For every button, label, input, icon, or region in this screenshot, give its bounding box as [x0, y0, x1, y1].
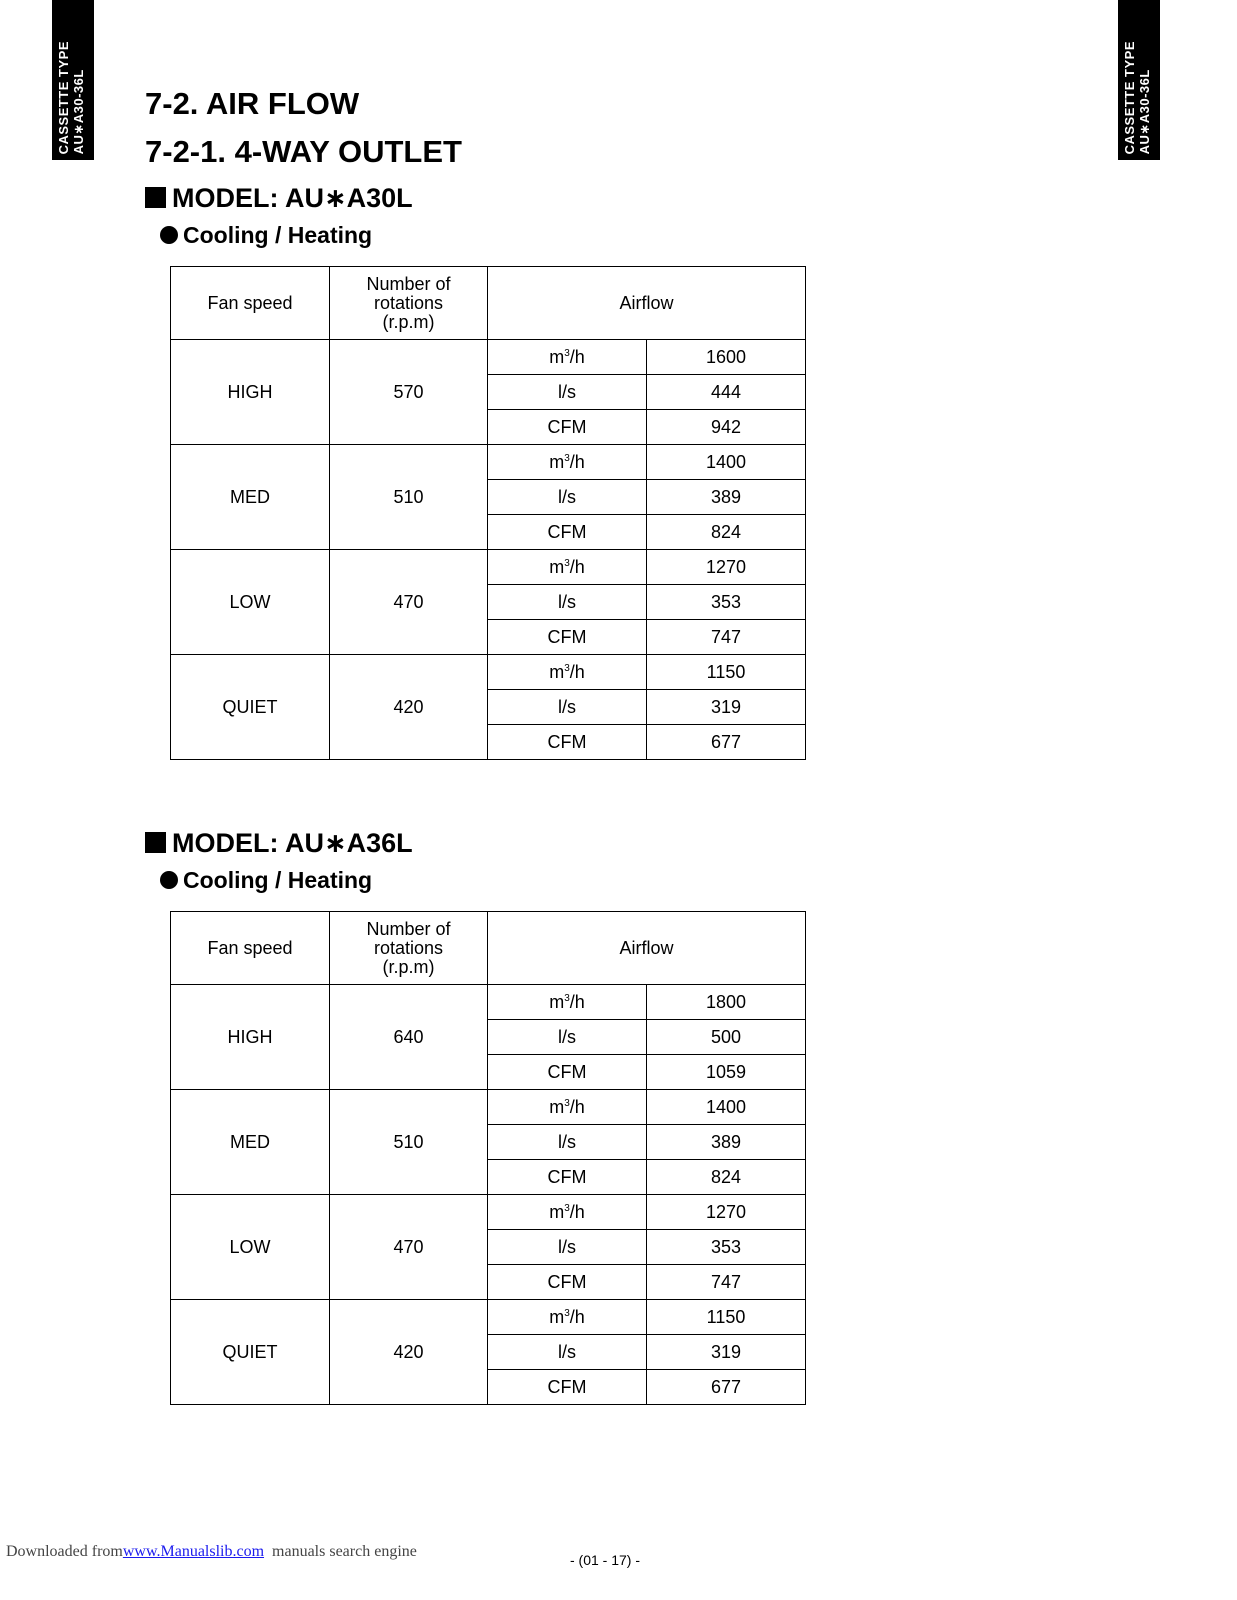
unit-cfm: CFM — [488, 1370, 647, 1405]
table-header-row — [171, 912, 806, 985]
unit-m3h-tail: /h — [569, 1096, 585, 1117]
unit-m3h-base: m — [549, 346, 565, 367]
unit-m3h-base: m — [549, 451, 565, 472]
unit-m3h-tail: /h — [569, 991, 585, 1012]
unit-m3h-tail: /h — [569, 346, 585, 367]
side-tab-line2: AU∗A30-36L — [1137, 68, 1152, 154]
header-rotations — [330, 912, 488, 985]
airflow-m3h-value: 1800 — [647, 985, 806, 1020]
unit-cfm: CFM — [488, 1160, 647, 1195]
square-bullet-icon — [145, 187, 166, 208]
unit-m3h-sup: 3 — [564, 992, 570, 1004]
unit-m3h-base: m — [549, 991, 565, 1012]
unit-m3h-base: m — [549, 556, 565, 577]
unit-m3h-tail: /h — [569, 556, 585, 577]
airflow-cfm-value: 824 — [647, 1160, 806, 1195]
airflow-cfm-value: 1059 — [647, 1055, 806, 1090]
unit-m3h-base: m — [549, 1201, 565, 1222]
unit-cfm: CFM — [488, 410, 647, 445]
airflow-ls-value: 389 — [647, 1125, 806, 1160]
header-rotations-line2: rotations — [373, 292, 444, 313]
unit-cfm: CFM — [488, 515, 647, 550]
fan-speed-cell: HIGH — [171, 340, 330, 445]
unit-ls: l/s — [488, 1125, 647, 1160]
unit-cfm: CFM — [488, 725, 647, 760]
airflow-ls-value: 319 — [647, 1335, 806, 1370]
unit-m3h-base: m — [549, 661, 565, 682]
unit-m3h-tail: /h — [569, 1306, 585, 1327]
airflow-table — [170, 911, 806, 1405]
unit-m3h — [488, 1195, 647, 1230]
subsection-title: 7-2-1. 4-WAY OUTLET — [145, 134, 462, 169]
table-row — [171, 1300, 806, 1335]
unit-cfm: CFM — [488, 1055, 647, 1090]
unit-m3h — [488, 445, 647, 480]
header-rotations-line1: Number of — [366, 918, 451, 939]
rpm-cell: 510 — [330, 1090, 488, 1195]
model-heading — [145, 183, 413, 214]
unit-cfm: CFM — [488, 620, 647, 655]
circle-bullet-icon — [160, 226, 178, 244]
unit-m3h-sup: 3 — [564, 662, 570, 674]
circle-bullet-icon — [160, 871, 178, 889]
unit-m3h — [488, 655, 647, 690]
side-tab-line2: AU∗A30-36L — [71, 68, 86, 154]
airflow-cfm-value: 747 — [647, 1265, 806, 1300]
airflow-ls-value: 500 — [647, 1020, 806, 1055]
table-row — [171, 655, 806, 690]
unit-m3h-base: m — [549, 1306, 565, 1327]
mode-heading — [160, 867, 372, 894]
side-tab-right — [1118, 0, 1160, 160]
unit-m3h — [488, 1090, 647, 1125]
airflow-ls-value: 319 — [647, 690, 806, 725]
unit-ls: l/s — [488, 585, 647, 620]
airflow-ls-value: 353 — [647, 585, 806, 620]
airflow-cfm-value: 677 — [647, 725, 806, 760]
unit-m3h-tail: /h — [569, 451, 585, 472]
footer-tail: manuals search engine — [272, 1543, 417, 1560]
rpm-cell: 470 — [330, 1195, 488, 1300]
airflow-cfm-value: 942 — [647, 410, 806, 445]
fan-speed-cell: MED — [171, 1090, 330, 1195]
mode-label: Cooling / Heating — [183, 867, 373, 893]
header-rotations-line2: rotations — [373, 937, 444, 958]
unit-m3h — [488, 985, 647, 1020]
airflow-m3h-value: 1400 — [647, 1090, 806, 1125]
unit-m3h — [488, 1300, 647, 1335]
rpm-cell: 470 — [330, 550, 488, 655]
model-label: MODEL: AU∗A36L — [172, 828, 413, 858]
airflow-table — [170, 266, 806, 760]
airflow-cfm-value: 824 — [647, 515, 806, 550]
section-title: 7-2. AIR FLOW — [145, 86, 360, 121]
unit-cfm: CFM — [488, 1265, 647, 1300]
side-tab-line1: CASSETTE TYPE — [56, 40, 71, 154]
unit-ls: l/s — [488, 690, 647, 725]
unit-ls: l/s — [488, 1335, 647, 1370]
footer-downloaded-from: Downloaded from — [6, 1543, 123, 1560]
header-fan-speed: Fan speed — [171, 267, 330, 340]
square-bullet-icon — [145, 832, 166, 853]
model-label: MODEL: AU∗A30L — [172, 183, 413, 213]
unit-ls: l/s — [488, 480, 647, 515]
fan-speed-cell: HIGH — [171, 985, 330, 1090]
side-tab-text — [56, 41, 86, 154]
side-tab-line1: CASSETTE TYPE — [1122, 40, 1137, 154]
rpm-cell: 570 — [330, 340, 488, 445]
rpm-cell: 510 — [330, 445, 488, 550]
header-airflow: Airflow — [488, 912, 806, 985]
unit-m3h — [488, 340, 647, 375]
airflow-m3h-value: 1150 — [647, 1300, 806, 1335]
airflow-ls-value: 389 — [647, 480, 806, 515]
rpm-cell: 420 — [330, 655, 488, 760]
unit-m3h-sup: 3 — [564, 1202, 570, 1214]
model-heading — [145, 828, 413, 859]
unit-ls: l/s — [488, 1230, 647, 1265]
unit-ls: l/s — [488, 375, 647, 410]
unit-m3h-sup: 3 — [564, 452, 570, 464]
rpm-cell: 640 — [330, 985, 488, 1090]
page-number: - (01 - 17) - — [570, 1552, 641, 1568]
mode-heading — [160, 222, 372, 249]
airflow-m3h-value: 1400 — [647, 445, 806, 480]
unit-m3h-base: m — [549, 1096, 565, 1117]
table-row — [171, 1090, 806, 1125]
airflow-m3h-value: 1600 — [647, 340, 806, 375]
airflow-m3h-value: 1270 — [647, 550, 806, 585]
unit-m3h-sup: 3 — [564, 347, 570, 359]
table-row — [171, 445, 806, 480]
unit-m3h-sup: 3 — [564, 1307, 570, 1319]
fan-speed-cell: QUIET — [171, 1300, 330, 1405]
side-tab-left — [52, 0, 94, 160]
mode-label: Cooling / Heating — [183, 222, 373, 248]
fan-speed-cell: QUIET — [171, 655, 330, 760]
airflow-cfm-value: 677 — [647, 1370, 806, 1405]
table-header-row — [171, 267, 806, 340]
header-rotations-line3: (r.p.m) — [382, 956, 435, 977]
unit-m3h-sup: 3 — [564, 557, 570, 569]
unit-m3h-tail: /h — [569, 661, 585, 682]
airflow-m3h-value: 1270 — [647, 1195, 806, 1230]
header-fan-speed: Fan speed — [171, 912, 330, 985]
header-airflow: Airflow — [488, 267, 806, 340]
unit-ls: l/s — [488, 1020, 647, 1055]
airflow-ls-value: 444 — [647, 375, 806, 410]
manualslib-link[interactable]: www.Manualslib.com — [122, 1543, 265, 1560]
fan-speed-cell: MED — [171, 445, 330, 550]
side-tab-text — [1122, 41, 1152, 154]
table-row — [171, 340, 806, 375]
table-row — [171, 1195, 806, 1230]
airflow-cfm-value: 747 — [647, 620, 806, 655]
unit-m3h — [488, 550, 647, 585]
unit-m3h-tail: /h — [569, 1201, 585, 1222]
header-rotations — [330, 267, 488, 340]
table-row — [171, 550, 806, 585]
footer-source — [6, 1543, 417, 1561]
rpm-cell: 420 — [330, 1300, 488, 1405]
header-rotations-line3: (r.p.m) — [382, 311, 435, 332]
unit-m3h-sup: 3 — [564, 1097, 570, 1109]
fan-speed-cell: LOW — [171, 550, 330, 655]
airflow-ls-value: 353 — [647, 1230, 806, 1265]
table-row — [171, 985, 806, 1020]
fan-speed-cell: LOW — [171, 1195, 330, 1300]
airflow-m3h-value: 1150 — [647, 655, 806, 690]
header-rotations-line1: Number of — [366, 273, 451, 294]
